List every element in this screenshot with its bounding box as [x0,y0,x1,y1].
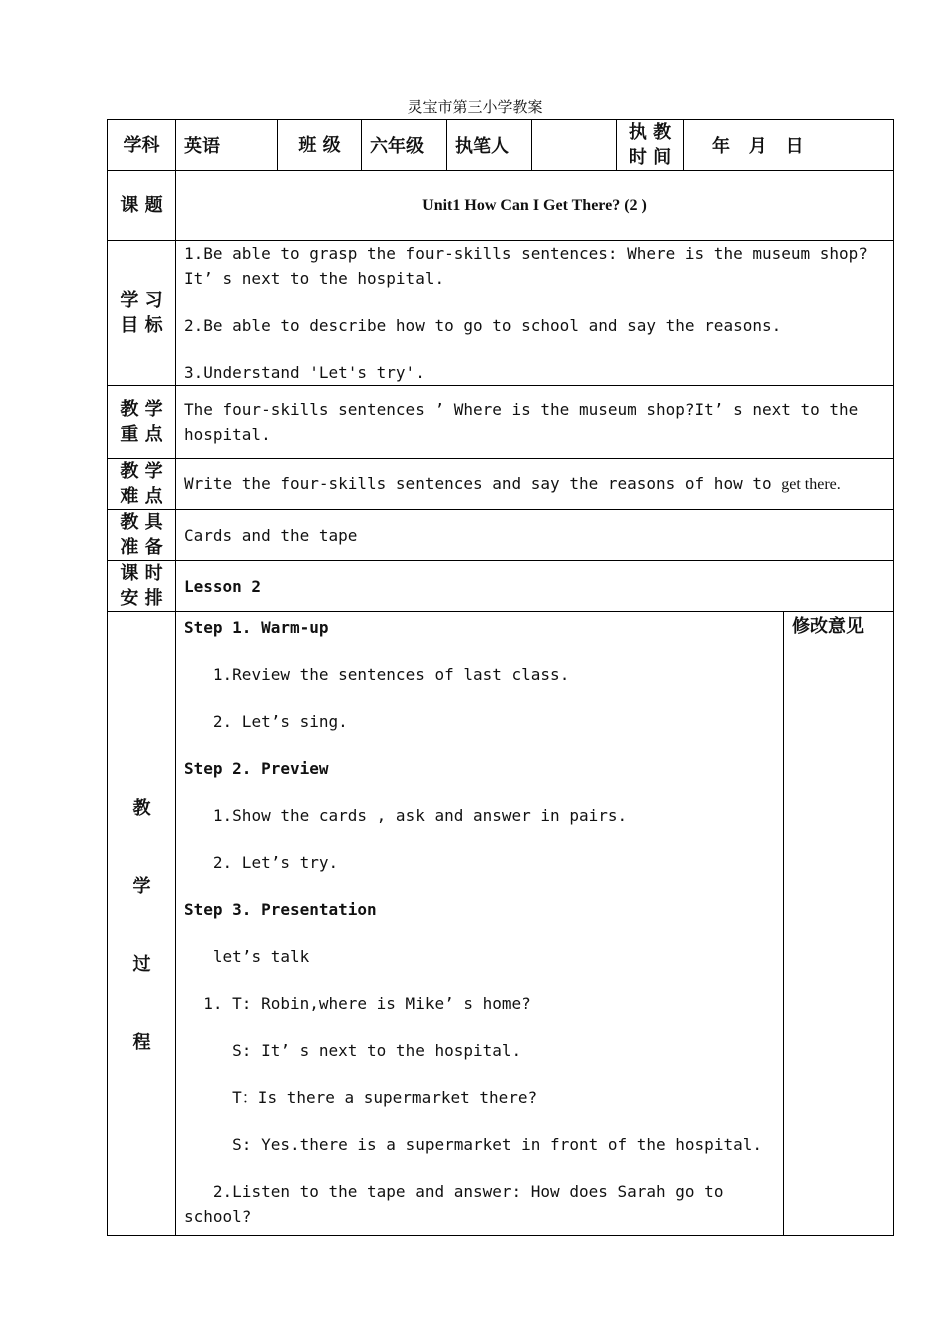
key-points-label-line1: 教 学 [120,399,163,420]
process-line: S: Yes.there is a supermarket in front of the hospital. [184,1135,762,1154]
author-value [532,120,617,171]
lesson-plan-table [107,119,894,1236]
objectives-row [108,241,894,386]
key-points-row [108,386,894,459]
schedule-label-line1: 课 时 [120,563,163,584]
process-line: 2. Let’s try. [184,853,339,872]
schedule-label [108,561,176,612]
materials-row [108,510,894,561]
process-label-char: 程 [132,1031,151,1053]
key-points-label-line2: 重 点 [120,424,163,445]
process-label-char: 学 [132,875,151,897]
date-label-line1: 执 教 [628,122,672,143]
header-row [108,120,894,171]
process-line: S: It’ s next to the hospital. [184,1041,522,1060]
topic-value: Unit1 How Can I Get There? (2 ) [176,171,894,241]
document-title: 灵宝市第三小学教案 [407,98,543,116]
process-content [176,612,784,1236]
key-points-value: The four-skills sentences ’ Where is the museum shop?It’ s next to the hospital. [176,386,894,459]
process-line: 1. T: Robin,where is Mike’ s home? [184,994,531,1013]
process-label [108,612,176,1236]
process-row [108,612,894,1236]
objectives-label-line2: 目 标 [120,315,163,336]
process-label-char: 过 [132,953,151,975]
process-line: T：Is there a supermarket there? [184,1088,538,1107]
difficulties-text-tail: get there. [781,476,841,493]
objectives-content [176,241,894,386]
objective-item: 1.Be able to grasp the four-skills sentences: Where is the museum shop? It’ s next to the hospital. [184,244,868,288]
objectives-label [108,241,176,386]
schedule-row [108,561,894,612]
difficulties-label-line1: 教 学 [120,461,163,482]
materials-label-line1: 教 具 [120,512,163,533]
revision-notes-label: 修改意见 [784,612,894,1236]
objectives-label-line1: 学 习 [120,290,163,311]
difficulties-row [108,459,894,510]
difficulties-text: Write the four-skills sentences and say the reasons of how to [184,474,782,493]
process-step-heading: Step 3. Presentation [184,900,377,919]
topic-row [108,171,894,241]
date-value: 年 月 日 [684,120,894,171]
objective-item: 2.Be able to describe how to go to school and say the reasons. [184,316,782,335]
materials-label-line2: 准 备 [120,537,163,558]
objective-item: 3.Understand 'Let's try'. [184,363,425,382]
subject-label: 学科 [108,120,176,171]
author-label: 执笔人 [447,120,532,171]
date-label [617,120,684,171]
materials-value: Cards and the tape [176,510,894,561]
class-value: 六年级 [362,120,447,171]
difficulties-value [176,459,894,510]
process-line: 2. Let’s sing. [184,712,348,731]
topic-label: 课 题 [108,171,176,241]
process-line: let’s talk [184,947,310,966]
difficulties-label-line2: 难 点 [120,486,163,507]
subject-value: 英语 [176,120,278,171]
process-line: 1.Show the cards , ask and answer in pairs. [184,806,628,825]
process-line: 1.Review the sentences of last class. [184,665,570,684]
key-points-label [108,386,176,459]
schedule-label-line2: 安 排 [120,588,163,609]
difficulties-label [108,459,176,510]
process-label-char: 教 [132,797,151,819]
schedule-value: Lesson 2 [176,561,894,612]
class-label: 班 级 [278,120,362,171]
date-label-line2: 时 间 [628,147,672,168]
process-line: 2.Listen to the tape and answer: How does Sarah go to school? [184,1182,734,1226]
process-step-heading: Step 2. Preview [184,759,329,778]
materials-label [108,510,176,561]
process-step-heading: Step 1. Warm-up [184,618,329,637]
